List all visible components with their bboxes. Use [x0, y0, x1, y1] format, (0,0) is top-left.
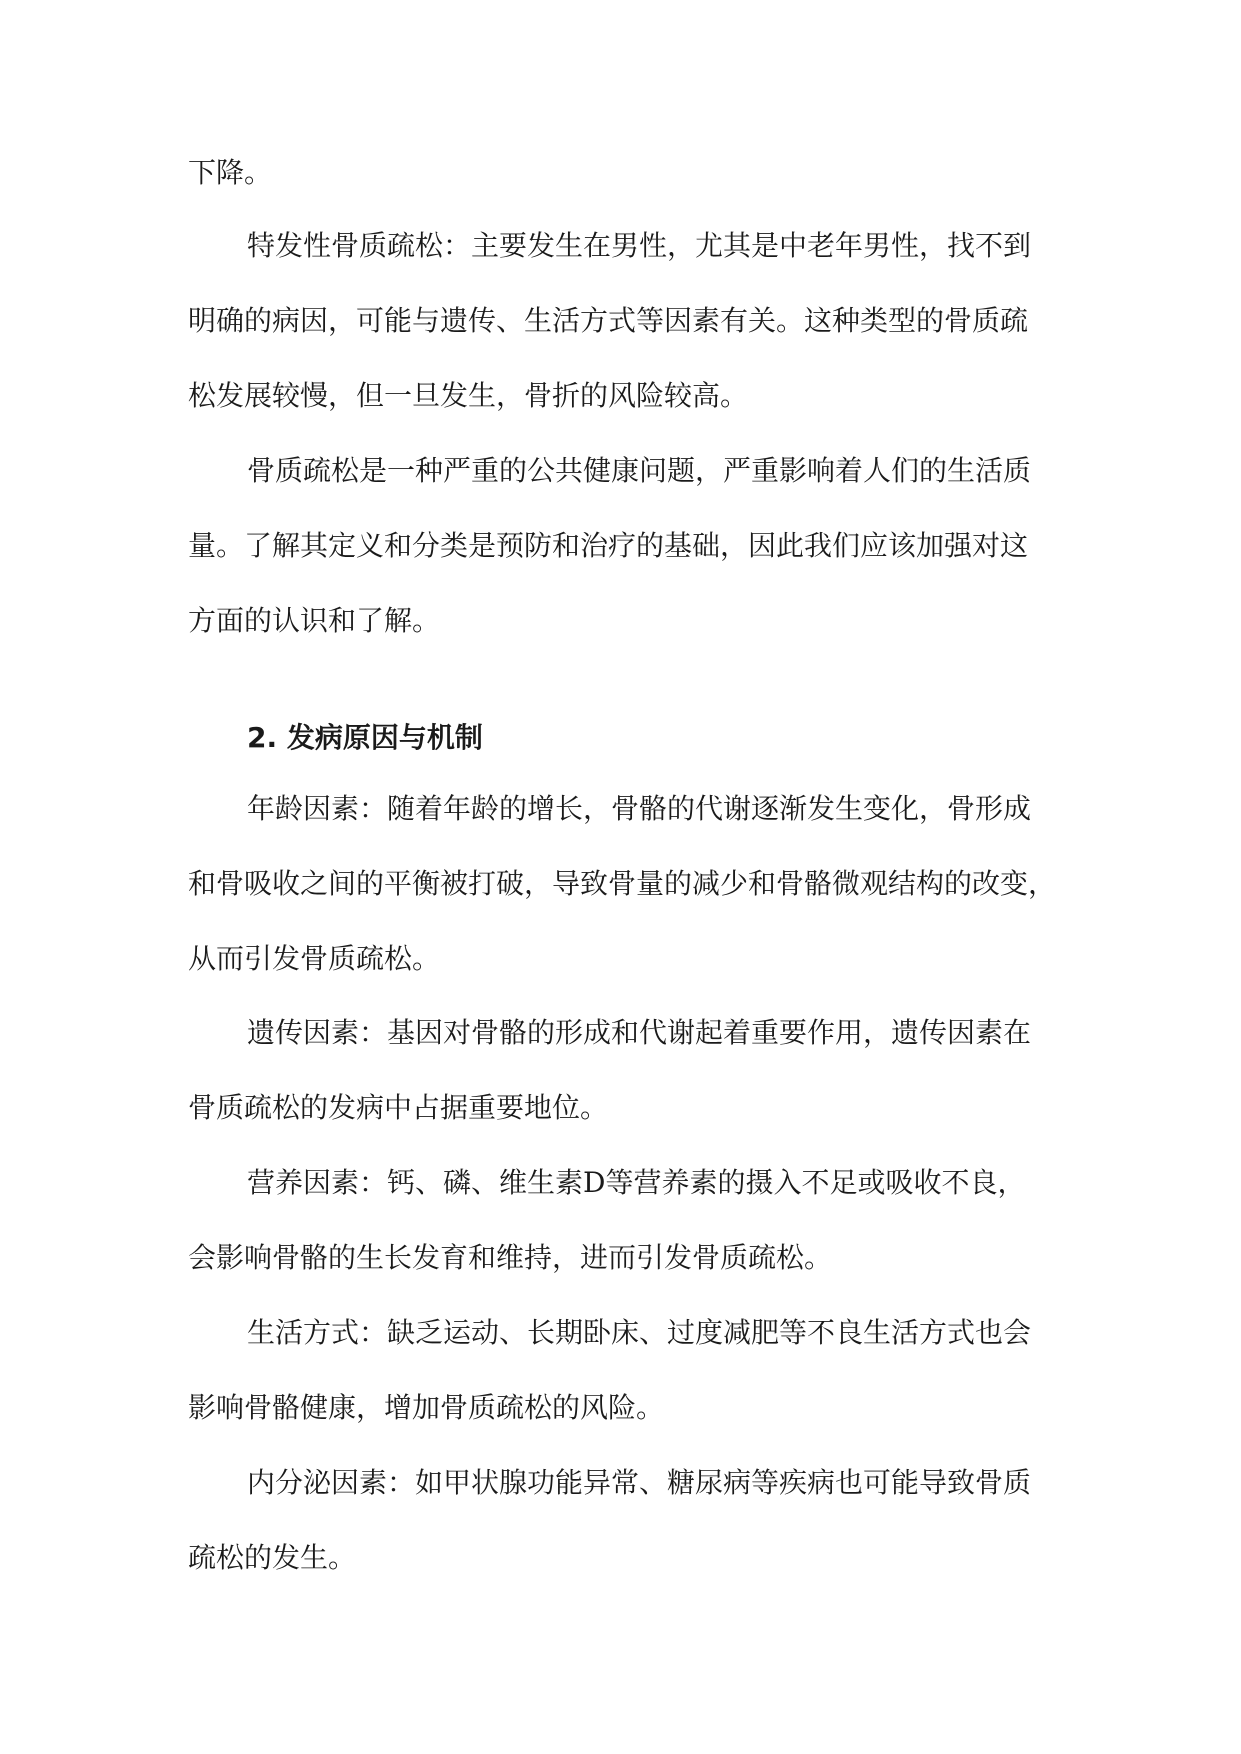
- paragraph-line: 和骨吸收之间的平衡被打破，导致骨量的减少和骨骼微观结构的改变，: [188, 867, 1057, 900]
- paragraph-line: 影响骨骼健康，增加骨质疏松的风险。: [188, 1391, 665, 1424]
- paragraph-line: 骨质疏松是一种严重的公共健康问题，严重影响着人们的生活质: [247, 454, 1032, 487]
- paragraph-line: 营养因素：钙、磷、维生素D等营养素的摄入不足或吸收不良，: [247, 1166, 1026, 1199]
- paragraph-line: 松发展较慢，但一旦发生，骨折的风险较高。: [188, 379, 749, 412]
- paragraph-line: 特发性骨质疏松：主要发生在男性，尤其是中老年男性，找不到: [247, 229, 1032, 262]
- paragraph-line: 方面的认识和了解。: [188, 604, 441, 637]
- paragraph-line: 从而引发骨质疏松。: [188, 942, 441, 975]
- paragraph-line: 内分泌因素：如甲状腺功能异常、糖尿病等疾病也可能导致骨质: [247, 1466, 1032, 1499]
- paragraph-line: 年龄因素：随着年龄的增长，骨骼的代谢逐渐发生变化，骨形成: [247, 792, 1032, 825]
- paragraph-line: 疏松的发生。: [188, 1541, 357, 1574]
- section-heading: 2. 发病原因与机制: [247, 721, 483, 754]
- paragraph-line: 生活方式：缺乏运动、长期卧床、过度减肥等不良生活方式也会: [247, 1316, 1032, 1349]
- paragraph-line: 会影响骨骼的生长发育和维持，进而引发骨质疏松。: [188, 1241, 833, 1274]
- paragraph-line: 下降。: [188, 156, 273, 189]
- paragraph-line: 量。了解其定义和分类是预防和治疗的基础，因此我们应该加强对这: [188, 529, 1029, 562]
- paragraph-line: 明确的病因，可能与遗传、生活方式等因素有关。这种类型的骨质疏: [188, 304, 1029, 337]
- paragraph-line: 骨质疏松的发病中占据重要地位。: [188, 1091, 609, 1124]
- paragraph-line: 遗传因素：基因对骨骼的形成和代谢起着重要作用，遗传因素在: [247, 1016, 1032, 1049]
